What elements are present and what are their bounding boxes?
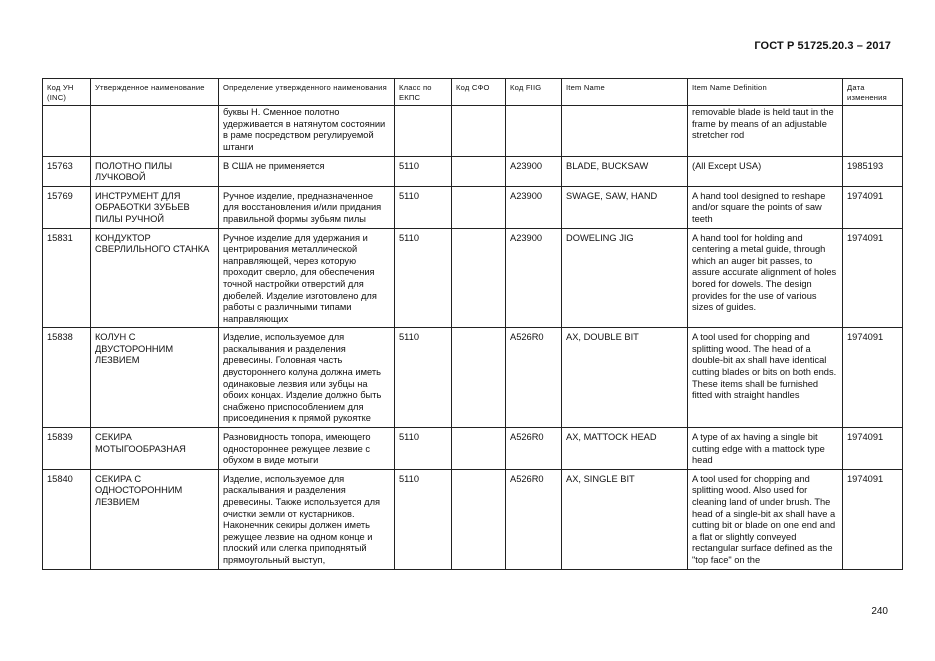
- column-header-definition-en: Item Name Definition: [688, 79, 843, 106]
- column-header-sfo: Код СФО: [452, 79, 506, 106]
- cell-name-ru: СЕКИРА МОТЫГООБРАЗНАЯ: [91, 428, 219, 470]
- cell-date: 1974091: [843, 328, 903, 428]
- page-number: 240: [871, 606, 888, 617]
- cell-definition-ru: Изделие, используемое для раскалывания и разделения древесины. Головная часть двустороннего колуна должна иметь одинаковые лезвия или зубцы на обоих концах. Изделие должно быть снабжено приспособлением для присоединения к прямой рукоятке: [219, 328, 395, 428]
- table-row: [43, 469, 903, 569]
- cell-item-name: DOWELING JIG: [562, 228, 688, 328]
- cell-class: 5110: [395, 469, 452, 569]
- table-row: [43, 328, 903, 428]
- cell-inc: 15838: [43, 328, 91, 428]
- column-header-definition-ru: Определение утвержденного наименования: [219, 79, 395, 106]
- cell-name-ru: ИНСТРУМЕНТ ДЛЯ ОБРАБОТКИ ЗУБЬЕВ ПИЛЫ РУЧНОЙ: [91, 186, 219, 228]
- cell-definition-en: A type of ax having a single bit cutting edge with a mattock type head: [688, 428, 843, 470]
- cell-definition-en: (All Except USA): [688, 156, 843, 186]
- cell-definition-ru: Ручное изделие для удержания и центрирования металлической направляющей, через которую проходит сверло, для обеспечения точной настройки отверстий для дюбелей. Изделие изготовлено для работы с различными типами направляющих: [219, 228, 395, 328]
- table-row: [43, 186, 903, 228]
- table-header-row: [43, 79, 903, 106]
- cell-definition-ru: Ручное изделие, предназначенное для восстановления и/или придания правильной формы зубьям пилы: [219, 186, 395, 228]
- cell-fiig: [506, 106, 562, 156]
- cell-date: [843, 106, 903, 156]
- cell-item-name: AX, MATTOCK HEAD: [562, 428, 688, 470]
- column-header-class: Класс по ЕКПС: [395, 79, 452, 106]
- column-header-fiig: Код FIIG: [506, 79, 562, 106]
- cell-sfo: [452, 156, 506, 186]
- cell-name-ru: КОНДУКТОР СВЕРЛИЛЬНОГО СТАНКА: [91, 228, 219, 328]
- cell-sfo: [452, 186, 506, 228]
- cell-inc: 15839: [43, 428, 91, 470]
- cell-name-ru: СЕКИРА С ОДНОСТОРОННИМ ЛЕЗВИЕМ: [91, 469, 219, 569]
- cell-definition-ru: В США не применяется: [219, 156, 395, 186]
- cell-item-name: [562, 106, 688, 156]
- cell-item-name: SWAGE, SAW, HAND: [562, 186, 688, 228]
- table-row: [43, 228, 903, 328]
- cell-definition-en: A hand tool designed to reshape and/or square the points of saw teeth: [688, 186, 843, 228]
- column-header-date: Дата изменения: [843, 79, 903, 106]
- cell-name-ru: КОЛУН С ДВУСТОРОННИМ ЛЕЗВИЕМ: [91, 328, 219, 428]
- cell-sfo: [452, 428, 506, 470]
- cell-inc: 15831: [43, 228, 91, 328]
- cell-definition-ru: Разновидность топора, имеющего одностороннее режущее лезвие с обухом в виде мотыги: [219, 428, 395, 470]
- cell-date: 1985193: [843, 156, 903, 186]
- cell-inc: 15769: [43, 186, 91, 228]
- cell-definition-ru: буквы Н. Сменное полотно удерживается в натянутом состоянии в раме посредством регулируемой штанги: [219, 106, 395, 156]
- cell-sfo: [452, 106, 506, 156]
- cell-fiig: A23900: [506, 228, 562, 328]
- document-standard-header: ГОСТ Р 51725.20.3 – 2017: [754, 40, 891, 52]
- cell-fiig: A23900: [506, 156, 562, 186]
- cell-date: 1974091: [843, 186, 903, 228]
- cell-definition-en: A tool used for chopping and splitting wood. The head of a double-bit ax shall have identical cutting blades or bits on both ends. These items shall be furnished fitted with straight handles: [688, 328, 843, 428]
- cell-class: 5110: [395, 228, 452, 328]
- cell-definition-en: A hand tool for holding and centering a metal guide, through which an auger bit passes, to assure accurate alignment of holes bored for dowels. The design provides for the use of various sizes of guides.: [688, 228, 843, 328]
- cell-fiig: A526R0: [506, 428, 562, 470]
- cell-class: 5110: [395, 328, 452, 428]
- cell-fiig: A23900: [506, 186, 562, 228]
- cell-definition-en: A tool used for chopping and splitting wood. Also used for cleaning land of under brush. The head of a single-bit ax shall have a cutting bit or blade on one end and a flat or slightly conveyed rectangular surface defined as the "top face" on the: [688, 469, 843, 569]
- cell-inc: [43, 106, 91, 156]
- cell-inc: 15840: [43, 469, 91, 569]
- table-row: [43, 156, 903, 186]
- cell-class: 5110: [395, 428, 452, 470]
- cell-inc: 15763: [43, 156, 91, 186]
- cell-definition-en: removable blade is held taut in the frame by means of an adjustable stretcher rod: [688, 106, 843, 156]
- cell-class: 5110: [395, 156, 452, 186]
- cell-class: [395, 106, 452, 156]
- cell-sfo: [452, 328, 506, 428]
- column-header-item-name: Item Name: [562, 79, 688, 106]
- column-header-inc: Код УН (INC): [43, 79, 91, 106]
- cell-item-name: BLADE, BUCKSAW: [562, 156, 688, 186]
- classification-table: [42, 78, 903, 570]
- cell-name-ru: ПОЛОТНО ПИЛЫ ЛУЧКОВОЙ: [91, 156, 219, 186]
- table-row: [43, 428, 903, 470]
- column-header-name-ru: Утвержденное наименование: [91, 79, 219, 106]
- cell-date: 1974091: [843, 228, 903, 328]
- cell-name-ru: [91, 106, 219, 156]
- cell-item-name: AX, DOUBLE BIT: [562, 328, 688, 428]
- table-body: [43, 106, 903, 569]
- cell-date: 1974091: [843, 428, 903, 470]
- table-row: [43, 106, 903, 156]
- cell-fiig: A526R0: [506, 328, 562, 428]
- cell-class: 5110: [395, 186, 452, 228]
- cell-item-name: AX, SINGLE BIT: [562, 469, 688, 569]
- cell-sfo: [452, 228, 506, 328]
- cell-fiig: A526R0: [506, 469, 562, 569]
- cell-sfo: [452, 469, 506, 569]
- cell-definition-ru: Изделие, используемое для раскалывания и разделения древесины. Также используется для очистки земли от кустарников. Наконечник секиры должен иметь режущее лезвие на одном конце и плоский или слегка приподнятый прямоугольный выступ,: [219, 469, 395, 569]
- cell-date: 1974091: [843, 469, 903, 569]
